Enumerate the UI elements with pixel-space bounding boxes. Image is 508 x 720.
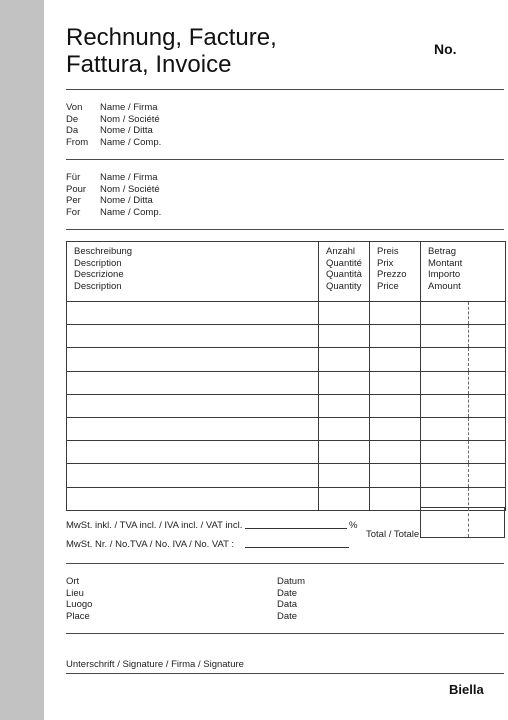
title-line-1: Rechnung, Facture, [66, 24, 277, 51]
header-text: Amount [428, 280, 461, 292]
header-text: Prezzo [377, 269, 407, 280]
amount-cell[interactable] [421, 417, 506, 440]
from-field: Name / Firma [100, 102, 158, 113]
quantity-cell[interactable] [319, 464, 370, 487]
decimal-divider [468, 348, 469, 370]
to-field: Name / Comp. [100, 206, 162, 218]
to-label: Für [66, 172, 81, 183]
from-label: Von [66, 102, 83, 113]
decimal-divider [468, 464, 469, 486]
decimal-divider [468, 372, 469, 394]
quantity-cell[interactable] [319, 417, 370, 440]
table-row [67, 371, 506, 394]
from-fields [100, 102, 161, 148]
divider [66, 229, 504, 230]
vat-number-label: MwSt. Nr. / No.TVA / No. IVA / No. VAT : [66, 539, 235, 550]
divider [66, 673, 504, 674]
table-row [67, 464, 506, 487]
price-cell[interactable] [370, 487, 421, 510]
header-text: Description [74, 257, 122, 269]
decimal-divider [468, 302, 469, 324]
header-text: Importo [428, 269, 461, 280]
header-text: Price [377, 280, 399, 292]
header-price [370, 242, 421, 302]
header-text: Preis [377, 246, 399, 257]
decimal-divider [468, 325, 469, 347]
from-labels [66, 102, 88, 148]
decimal-divider [468, 508, 469, 537]
from-field: Name / Comp. [100, 136, 162, 148]
header-text: Montant [428, 257, 463, 269]
description-cell[interactable] [67, 394, 319, 417]
to-field: Name / Firma [100, 172, 158, 183]
invoice-number-label: No. [434, 41, 457, 57]
date-labels [277, 576, 305, 622]
description-cell[interactable] [67, 371, 319, 394]
header-quantity [319, 242, 370, 302]
from-label: Da [66, 125, 79, 136]
to-label: Per [66, 195, 81, 206]
description-cell[interactable] [67, 464, 319, 487]
vat-included-label: MwSt. inkl. / TVA incl. / IVA incl. / VAT incl. [66, 520, 243, 531]
signature-label: Unterschrift / Signature / Firma / Signature [66, 659, 244, 670]
amount-cell[interactable] [421, 464, 506, 487]
quantity-cell[interactable] [319, 487, 370, 510]
header-amount [421, 242, 506, 302]
quantity-cell[interactable] [319, 302, 370, 325]
header-text: Quantità [326, 269, 362, 280]
header-text: Description [74, 280, 122, 292]
decimal-divider [468, 395, 469, 417]
quantity-cell[interactable] [319, 394, 370, 417]
place-label: Luogo [66, 599, 93, 610]
price-cell[interactable] [370, 302, 421, 325]
divider [66, 159, 504, 160]
price-cell[interactable] [370, 325, 421, 348]
decimal-divider [468, 441, 469, 463]
amount-cell[interactable] [421, 441, 506, 464]
price-cell[interactable] [370, 394, 421, 417]
to-fields [100, 172, 161, 218]
amount-cell[interactable] [421, 348, 506, 371]
total-label: Total / Totale [366, 529, 420, 540]
date-label: Datum [277, 576, 305, 587]
amount-cell[interactable] [421, 371, 506, 394]
from-label: From [66, 136, 89, 148]
title-line-2: Fattura, Invoice [66, 51, 232, 78]
quantity-cell[interactable] [319, 371, 370, 394]
line-items-table [66, 241, 506, 511]
price-cell[interactable] [370, 464, 421, 487]
header-text: Betrag [428, 246, 456, 257]
date-label: Data [277, 599, 298, 610]
to-field: Nome / Ditta [100, 195, 153, 206]
description-cell[interactable] [67, 348, 319, 371]
price-cell[interactable] [370, 348, 421, 371]
description-cell[interactable] [67, 325, 319, 348]
header-text: Beschreibung [74, 246, 133, 257]
to-labels [66, 172, 86, 218]
table-header-row [67, 242, 506, 302]
quantity-cell[interactable] [319, 348, 370, 371]
table-row [67, 348, 506, 371]
to-field: Nom / Société [100, 183, 160, 195]
price-cell[interactable] [370, 371, 421, 394]
quantity-cell[interactable] [319, 441, 370, 464]
to-label: For [66, 206, 81, 218]
amount-cell[interactable] [421, 302, 506, 325]
vat-included-field[interactable] [245, 528, 347, 529]
divider [66, 563, 504, 564]
invoice-title [66, 24, 277, 78]
table-row [67, 441, 506, 464]
date-label: Date [277, 610, 298, 622]
header-text: Quantité [326, 257, 362, 269]
description-cell[interactable] [67, 487, 319, 510]
place-label: Lieu [66, 587, 84, 599]
price-cell[interactable] [370, 417, 421, 440]
description-cell[interactable] [67, 302, 319, 325]
place-labels [66, 576, 92, 622]
from-field: Nome / Ditta [100, 125, 153, 136]
header-text: Descrizione [74, 269, 124, 280]
total-field[interactable] [420, 507, 505, 538]
to-label: Pour [66, 183, 87, 195]
quantity-cell[interactable] [319, 325, 370, 348]
table-row [67, 302, 506, 325]
header-description [67, 242, 319, 302]
table-row [67, 417, 506, 440]
amount-cell[interactable] [421, 325, 506, 348]
description-cell[interactable] [67, 417, 319, 440]
divider [66, 89, 504, 90]
from-field: Nom / Société [100, 113, 160, 125]
table-row [67, 394, 506, 417]
date-label: Date [277, 587, 298, 599]
table-row [67, 325, 506, 348]
vat-number-field[interactable] [245, 547, 349, 548]
amount-cell[interactable] [421, 394, 506, 417]
brand-logo: Biella [449, 682, 484, 697]
place-label: Place [66, 610, 90, 622]
binding-strip [0, 0, 44, 720]
price-cell[interactable] [370, 441, 421, 464]
description-cell[interactable] [67, 441, 319, 464]
percent-sign: % [349, 520, 358, 531]
decimal-divider [468, 418, 469, 440]
header-text: Quantity [326, 280, 362, 292]
divider [66, 633, 504, 634]
place-label: Ort [66, 576, 80, 587]
header-text: Prix [377, 257, 394, 269]
from-label: De [66, 113, 79, 125]
header-text: Anzahl [326, 246, 356, 257]
